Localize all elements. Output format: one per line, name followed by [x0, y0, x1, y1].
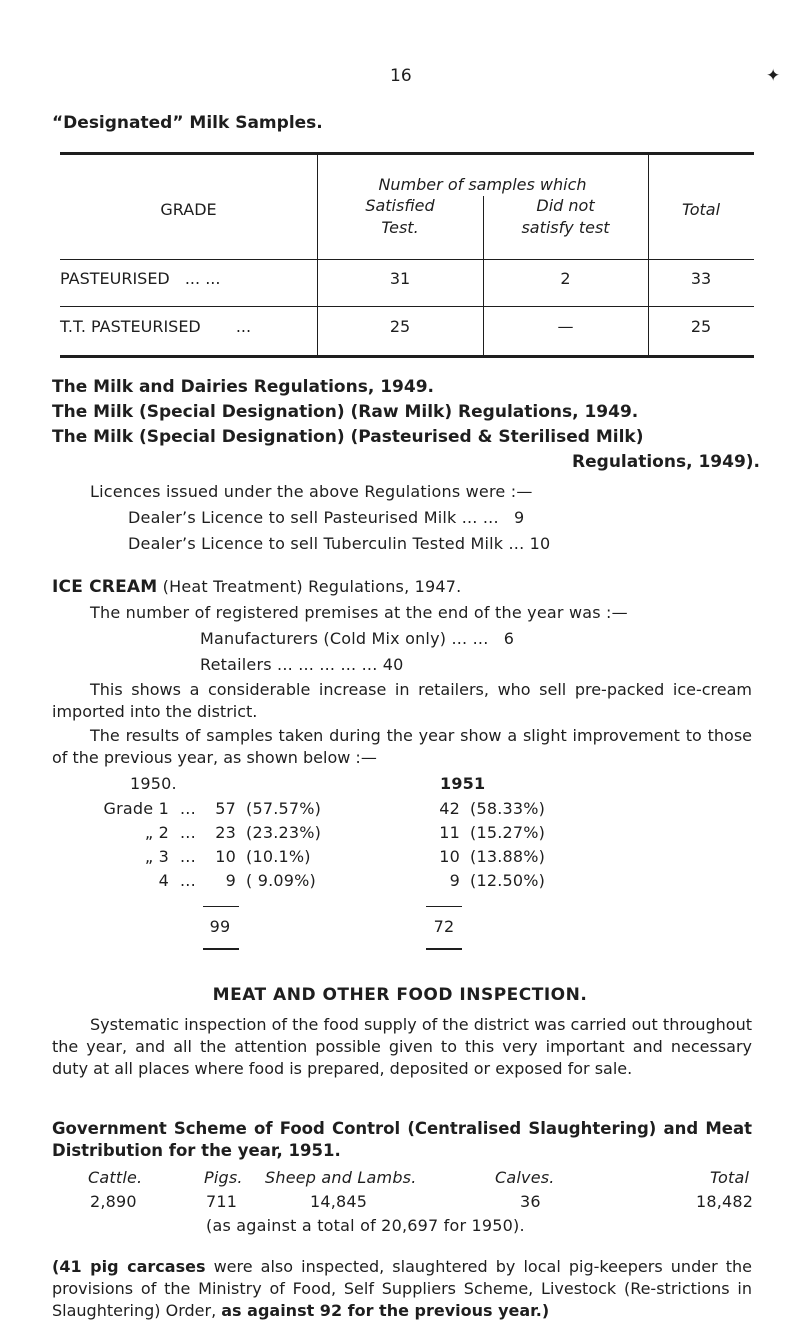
slaughter-val: 18,482 — [696, 1192, 754, 1211]
year-label: 1950. — [130, 774, 177, 793]
regulation-line: The Milk and Dairies Regulations, 1949. — [52, 377, 434, 397]
grade-count-1950: 57 — [215, 799, 236, 818]
table-row-satisfied: 31 — [389, 269, 411, 288]
slaughter-col: Total — [710, 1168, 750, 1187]
scheme-heading: Government Scheme of Food Control (Centralised Slaughtering) and Meat Distribution for the year, 1951. — [52, 1119, 752, 1160]
meat-heading: MEAT AND OTHER FOOD INSPECTION. — [212, 985, 588, 1005]
header-group: Number of samples which — [378, 175, 587, 194]
header-satisfied-1: Satisfied — [365, 196, 435, 215]
grade-pct-1950: (10.1%) — [246, 847, 311, 866]
regulation-line: The Milk (Special Designation) (Raw Milk) Regulations, 1949. — [52, 402, 639, 422]
grade-dots: ... — [180, 871, 196, 890]
page-number: 16 — [390, 66, 412, 86]
table-row-total: 25 — [690, 317, 712, 336]
premises-item: Manufacturers (Cold Mix only) ... ... 6 — [200, 629, 515, 648]
slaughter-val: 711 — [206, 1192, 238, 1211]
grade-pct-1950: (57.57%) — [246, 799, 322, 818]
regulation-line: Regulations, 1949). — [572, 452, 760, 472]
ice-cream-heading: ICE CREAM (Heat Treatment) Regulations, 1947. — [52, 577, 462, 597]
table-row-satisfied: 25 — [389, 317, 411, 336]
table-row-grade: PASTEURISED ... ... — [60, 269, 221, 288]
grade-label: „ 3 — [144, 847, 169, 866]
slaughter-val: 2,890 — [90, 1192, 137, 1211]
header-not-1: Did not — [536, 196, 595, 215]
page-title: “Designated” Milk Samples. — [52, 113, 323, 133]
header-not-2: satisfy test — [521, 218, 610, 237]
results-paragraph: The results of samples taken during the year show a slight improvement to those of the previous year, as shown below :— — [52, 726, 752, 767]
table-row-total: 33 — [690, 269, 712, 288]
meat-paragraph: Systematic inspection of the food supply of the district was carried out throughout the year, and all the attention possible given to this very important and necessary duty at all places where food is prepared, deposited or exposed for sale. — [52, 1015, 752, 1078]
grade-pct-1951: (15.27%) — [470, 823, 546, 842]
regulation-line: The Milk (Special Designation) (Pasteurised & Sterilised Milk) — [52, 427, 644, 447]
licence-item: Dealer’s Licence to sell Tuberculin Tested Milk ... 10 — [128, 534, 551, 553]
grade-count-1951: 42 — [439, 799, 460, 818]
grade-dots: ... — [180, 799, 196, 818]
ink-mark-icon: ✦ — [766, 66, 781, 86]
header-grade: GRADE — [160, 200, 217, 219]
grade-label: 4 — [158, 871, 169, 890]
slaughter-col: Cattle. — [88, 1168, 143, 1187]
grade-pct-1950: ( 9.09%) — [246, 871, 316, 890]
against-note: (as against a total of 20,697 for 1950). — [206, 1216, 525, 1235]
year-label: 1951 — [440, 774, 486, 793]
header-satisfied-2: Test. — [381, 218, 419, 237]
grade-total-1951: 72 — [433, 917, 455, 936]
premises-item: Retailers ... ... ... ... ... 40 — [200, 655, 404, 674]
table-row-not: — — [557, 317, 574, 336]
grade-count-1951: 10 — [439, 847, 460, 866]
slaughter-col: Pigs. — [204, 1168, 243, 1187]
table-row-not: 2 — [560, 269, 571, 288]
grade-dots: ... — [180, 847, 196, 866]
grade-pct-1951: (58.33%) — [470, 799, 546, 818]
pig-carcases-paragraph: (41 pig carcases were also inspected, slaughtered by local pig-keepers under the provisions of the Ministry of Food, Self Suppliers Scheme, Livestock (Re-strictions in Slaughtering) Order, as against 92 for the previous year.) — [52, 1257, 752, 1320]
grade-dots: ... — [180, 823, 196, 842]
header-total: Total — [681, 200, 721, 219]
grade-count-1950: 23 — [215, 823, 236, 842]
grade-pct-1950: (23.23%) — [246, 823, 322, 842]
slaughter-val: 14,845 — [310, 1192, 368, 1211]
grade-count-1951: 11 — [439, 823, 460, 842]
grade-label: Grade 1 — [103, 799, 169, 818]
slaughter-col: Calves. — [495, 1168, 555, 1187]
grade-total-1950: 99 — [209, 917, 231, 936]
licences-intro: Licences issued under the above Regulations were :— — [90, 482, 533, 501]
grade-count-1951: 9 — [449, 871, 460, 890]
grade-pct-1951: (13.88%) — [470, 847, 546, 866]
grade-count-1950: 10 — [215, 847, 236, 866]
grade-label: „ 2 — [144, 823, 169, 842]
grade-pct-1951: (12.50%) — [470, 871, 546, 890]
slaughter-col: Sheep and Lambs. — [265, 1168, 417, 1187]
grade-count-1950: 9 — [225, 871, 236, 890]
premises-intro: The number of registered premises at the end of the year was :— — [90, 603, 628, 622]
slaughter-val: 36 — [520, 1192, 541, 1211]
ice-cream-paragraph: This shows a considerable increase in retailers, who sell pre-packed ice-cream imported into the district. — [52, 680, 752, 721]
table-row-grade: T.T. PASTEURISED ... — [60, 317, 252, 336]
licence-item: Dealer’s Licence to sell Pasteurised Milk ... ... 9 — [128, 508, 525, 527]
